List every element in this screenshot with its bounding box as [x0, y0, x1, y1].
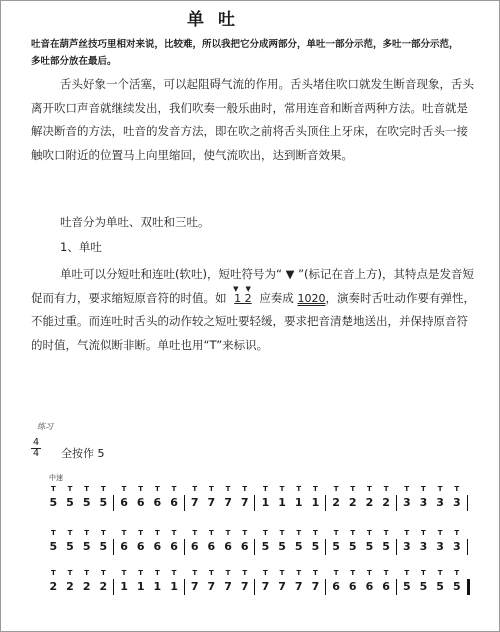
- note: 6: [170, 540, 178, 553]
- bar-line: [396, 539, 397, 555]
- notation-row-1: [45, 485, 465, 521]
- note: 3: [419, 540, 428, 553]
- note: 5: [82, 540, 91, 553]
- note: 5: [365, 540, 374, 553]
- note: 2: [66, 580, 74, 593]
- tongue-mark: T: [383, 485, 389, 493]
- bar-line: [184, 495, 185, 511]
- tongue-mark-row: [45, 485, 465, 493]
- note: 2: [382, 496, 390, 509]
- tongue-mark: T: [121, 485, 127, 493]
- tongue-mark: T: [84, 485, 90, 493]
- tongue-mark: T: [67, 529, 73, 537]
- tongue-mark: T: [225, 529, 231, 537]
- note: 6: [120, 540, 128, 553]
- note: 5: [66, 496, 74, 509]
- tongue-mark: T: [279, 485, 285, 493]
- tongue-mark: T: [242, 485, 248, 493]
- paragraph-tongue-types: [31, 211, 475, 235]
- note: 3: [402, 496, 411, 509]
- section-heading-text: 1、单吐: [60, 240, 102, 254]
- note: 7: [311, 580, 320, 593]
- section-heading-single-tongue: [31, 236, 475, 260]
- time-signature-top: 4: [32, 437, 40, 448]
- tongue-mark: T: [421, 529, 426, 537]
- tongue-mark: T: [192, 485, 198, 493]
- tongue-mark: T: [171, 569, 177, 577]
- notation-row-2: [45, 529, 465, 565]
- note: 3: [436, 540, 444, 553]
- staccato-marks: ▼▼: [233, 284, 258, 293]
- bar-line: [467, 495, 468, 511]
- time-signature-bottom: 4: [32, 448, 40, 459]
- note: 7: [207, 496, 216, 509]
- tongue-mark: T: [333, 529, 339, 537]
- tongue-mark: T: [225, 485, 231, 493]
- final-bar-line: [467, 579, 470, 595]
- bar-line: [184, 579, 185, 595]
- paragraph-single-tongue: [31, 263, 475, 357]
- note: 1: [153, 580, 162, 593]
- tongue-mark: T: [138, 569, 144, 577]
- page-title: 单吐: [187, 10, 249, 30]
- tongue-mark: T: [279, 529, 285, 537]
- tongue-mark: T: [437, 485, 443, 493]
- tongue-mark: T: [192, 529, 198, 537]
- tongue-mark: T: [263, 485, 268, 493]
- note: 6: [120, 496, 128, 509]
- note: 7: [224, 580, 232, 593]
- note: 1: [136, 580, 145, 593]
- note: 5: [82, 496, 91, 509]
- note: 6: [365, 580, 374, 593]
- note: 6: [348, 580, 357, 593]
- bar-line: [113, 495, 114, 511]
- tongue-mark: T: [454, 485, 460, 493]
- note: 2: [82, 580, 91, 593]
- note: 3: [402, 540, 411, 553]
- note: 6: [332, 580, 340, 593]
- note: 2: [49, 580, 58, 593]
- paragraph-1-text: 舌头好象一个活塞，可以起阻碍气流的作用。舌头堵住吹口就发生断音现象，舌头离开吹口声音就继续发出，我们吹奏一般乐曲时，常用连音和断音两种方法。吐音就是解决断音的方法，吐音的发音方法，即在吹之前将舌头顶住上牙床，在吹完时舌头一接触吹口附近的位置马上向里缩回，使气流吹出，达到断音效果。: [31, 77, 474, 162]
- note: 6: [170, 496, 178, 509]
- note: 3: [419, 496, 428, 509]
- tongue-mark: T: [208, 529, 214, 537]
- tongue-mark: T: [121, 529, 127, 537]
- tongue-mark: T: [67, 485, 73, 493]
- note: 6: [153, 496, 162, 509]
- tongue-mark: T: [279, 569, 285, 577]
- note: 5: [452, 580, 461, 593]
- tongue-mark: T: [367, 485, 372, 493]
- tongue-mark: T: [138, 485, 144, 493]
- note: 6: [136, 496, 145, 509]
- tongue-mark: T: [171, 485, 177, 493]
- note: 5: [402, 580, 411, 593]
- tongue-mark: T: [67, 569, 73, 577]
- tongue-mark: T: [242, 529, 248, 537]
- note: 5: [348, 540, 357, 553]
- note: 7: [207, 580, 216, 593]
- bar-line: [325, 495, 326, 511]
- tongue-mark: T: [383, 569, 389, 577]
- paragraph-2-text: 吐音分为单吐、双吐和三吐。: [60, 215, 210, 229]
- tongue-mark: T: [138, 529, 144, 537]
- tempo-marking: 中速: [49, 474, 63, 482]
- note: 5: [382, 540, 390, 553]
- note: 5: [294, 540, 303, 553]
- note: 1: [120, 580, 128, 593]
- note: 5: [311, 540, 320, 553]
- tongue-mark: T: [100, 569, 106, 577]
- tongue-mark: T: [100, 529, 106, 537]
- tongue-mark: T: [313, 485, 318, 493]
- note: 6: [207, 540, 216, 553]
- note: 7: [278, 580, 286, 593]
- note: 5: [49, 496, 58, 509]
- paragraph-4-text-b: 应奏成: [259, 290, 294, 305]
- tongue-mark: T: [208, 569, 214, 577]
- tongue-mark: T: [50, 529, 56, 537]
- bar-line: [113, 539, 114, 555]
- tongue-mark: T: [263, 529, 268, 537]
- note: 1: [294, 496, 303, 509]
- note: 6: [382, 580, 390, 593]
- note: 7: [294, 580, 303, 593]
- bar-line: [254, 579, 255, 595]
- tongue-mark: T: [421, 485, 426, 493]
- notation-row-3: [45, 569, 465, 605]
- tongue-mark: T: [421, 569, 426, 577]
- tongue-mark: T: [154, 569, 160, 577]
- tongue-mark: T: [350, 485, 356, 493]
- note: 1: [261, 496, 270, 509]
- note: 2: [365, 496, 374, 509]
- note: 2: [348, 496, 357, 509]
- note: 5: [419, 580, 428, 593]
- note: 7: [240, 580, 249, 593]
- note: 2: [332, 496, 340, 509]
- paragraph-4-text-a: 单吐可以分短吐和连吐(软吐)，短吐符号为“ ▼ ”(标记在音上方)，其特点是发音短促而有力，要求缩短原音符的时值。如: [31, 267, 475, 305]
- tongue-mark: T: [404, 485, 410, 493]
- note: 5: [261, 540, 270, 553]
- note: 5: [49, 540, 58, 553]
- tongue-mark: T: [121, 569, 127, 577]
- tongue-mark: T: [192, 569, 198, 577]
- tongue-mark: T: [454, 529, 460, 537]
- tongue-mark: T: [100, 485, 106, 493]
- tongue-mark: T: [454, 569, 460, 577]
- bar-line: [325, 539, 326, 555]
- tongue-mark: T: [333, 485, 339, 493]
- tongue-mark: T: [437, 569, 443, 577]
- tongue-mark: T: [404, 569, 410, 577]
- tongue-mark: T: [296, 569, 302, 577]
- tongue-mark: T: [225, 569, 231, 577]
- note: 2: [99, 580, 108, 593]
- bar-line: [113, 579, 114, 595]
- note: 3: [452, 540, 461, 553]
- tongue-mark: T: [367, 529, 372, 537]
- tongue-mark: T: [154, 529, 160, 537]
- bar-line: [396, 495, 397, 511]
- note: 3: [452, 496, 461, 509]
- tongue-mark: T: [350, 569, 356, 577]
- note: 7: [240, 496, 249, 509]
- bar-line: [325, 579, 326, 595]
- note: 7: [261, 580, 270, 593]
- tongue-mark: T: [437, 529, 443, 537]
- note: 1: [170, 580, 178, 593]
- tongue-mark: T: [313, 529, 318, 537]
- tongue-mark: T: [154, 485, 160, 493]
- intro-line-2: 多吐部分放在最后。: [31, 56, 117, 67]
- bar-line: [396, 579, 397, 595]
- tongue-mark: T: [84, 529, 90, 537]
- note: 6: [136, 540, 145, 553]
- note: 5: [332, 540, 340, 553]
- intro-line-1: 吐音在葫芦丝技巧里相对来说，比较难，所以我把它分成两部分，单吐一部分示范，多吐一部分示范，: [31, 39, 459, 50]
- exercise-label: 练习: [37, 422, 53, 431]
- tongue-mark-row: [45, 529, 465, 537]
- note: 1: [278, 496, 286, 509]
- note: 7: [190, 580, 199, 593]
- tongue-mark: T: [383, 529, 389, 537]
- tongue-mark: T: [171, 529, 177, 537]
- tongue-mark: T: [404, 529, 410, 537]
- note: 6: [240, 540, 249, 553]
- tongue-mark: T: [296, 485, 302, 493]
- paragraph-tongue-description: [31, 73, 475, 167]
- tongue-mark: T: [50, 485, 56, 493]
- tongue-mark: T: [367, 569, 372, 577]
- time-signature: [31, 438, 41, 459]
- intro-note: [31, 36, 477, 70]
- note: 6: [224, 540, 232, 553]
- note: 5: [66, 540, 74, 553]
- tongue-mark: T: [333, 569, 339, 577]
- tongue-mark: T: [296, 529, 302, 537]
- note: 6: [153, 540, 162, 553]
- note: 3: [436, 496, 444, 509]
- bar-line: [467, 539, 468, 555]
- tongue-mark: T: [84, 569, 90, 577]
- note: 6: [190, 540, 199, 553]
- note: 7: [190, 496, 199, 509]
- note: 5: [99, 496, 108, 509]
- note: 5: [436, 580, 444, 593]
- note: 5: [278, 540, 286, 553]
- note: 5: [99, 540, 108, 553]
- tongue-mark: T: [350, 529, 356, 537]
- tongue-mark: T: [50, 569, 56, 577]
- tongue-mark: T: [313, 569, 318, 577]
- tongue-mark: T: [242, 569, 248, 577]
- example-notes: ▼▼ 1 2: [230, 287, 256, 311]
- note: 1: [311, 496, 320, 509]
- bar-line: [254, 495, 255, 511]
- paragraph-4-text-c: ，演奏时舌吐动作要有弹性，不能过重。而连吐时舌头的动作较之短吐要轻缓，要求把音清楚地送出，并保持原音符的时值，气流似断非断。单吐也用“T”来标识。: [31, 290, 475, 352]
- note: 7: [224, 496, 232, 509]
- example-result: 1020: [297, 291, 326, 305]
- bar-line: [254, 539, 255, 555]
- bar-line: [184, 539, 185, 555]
- tongue-mark: T: [208, 485, 214, 493]
- tongue-mark: T: [263, 569, 268, 577]
- fingering-note: 全按作 5: [61, 447, 105, 460]
- tongue-mark-row: [45, 569, 465, 577]
